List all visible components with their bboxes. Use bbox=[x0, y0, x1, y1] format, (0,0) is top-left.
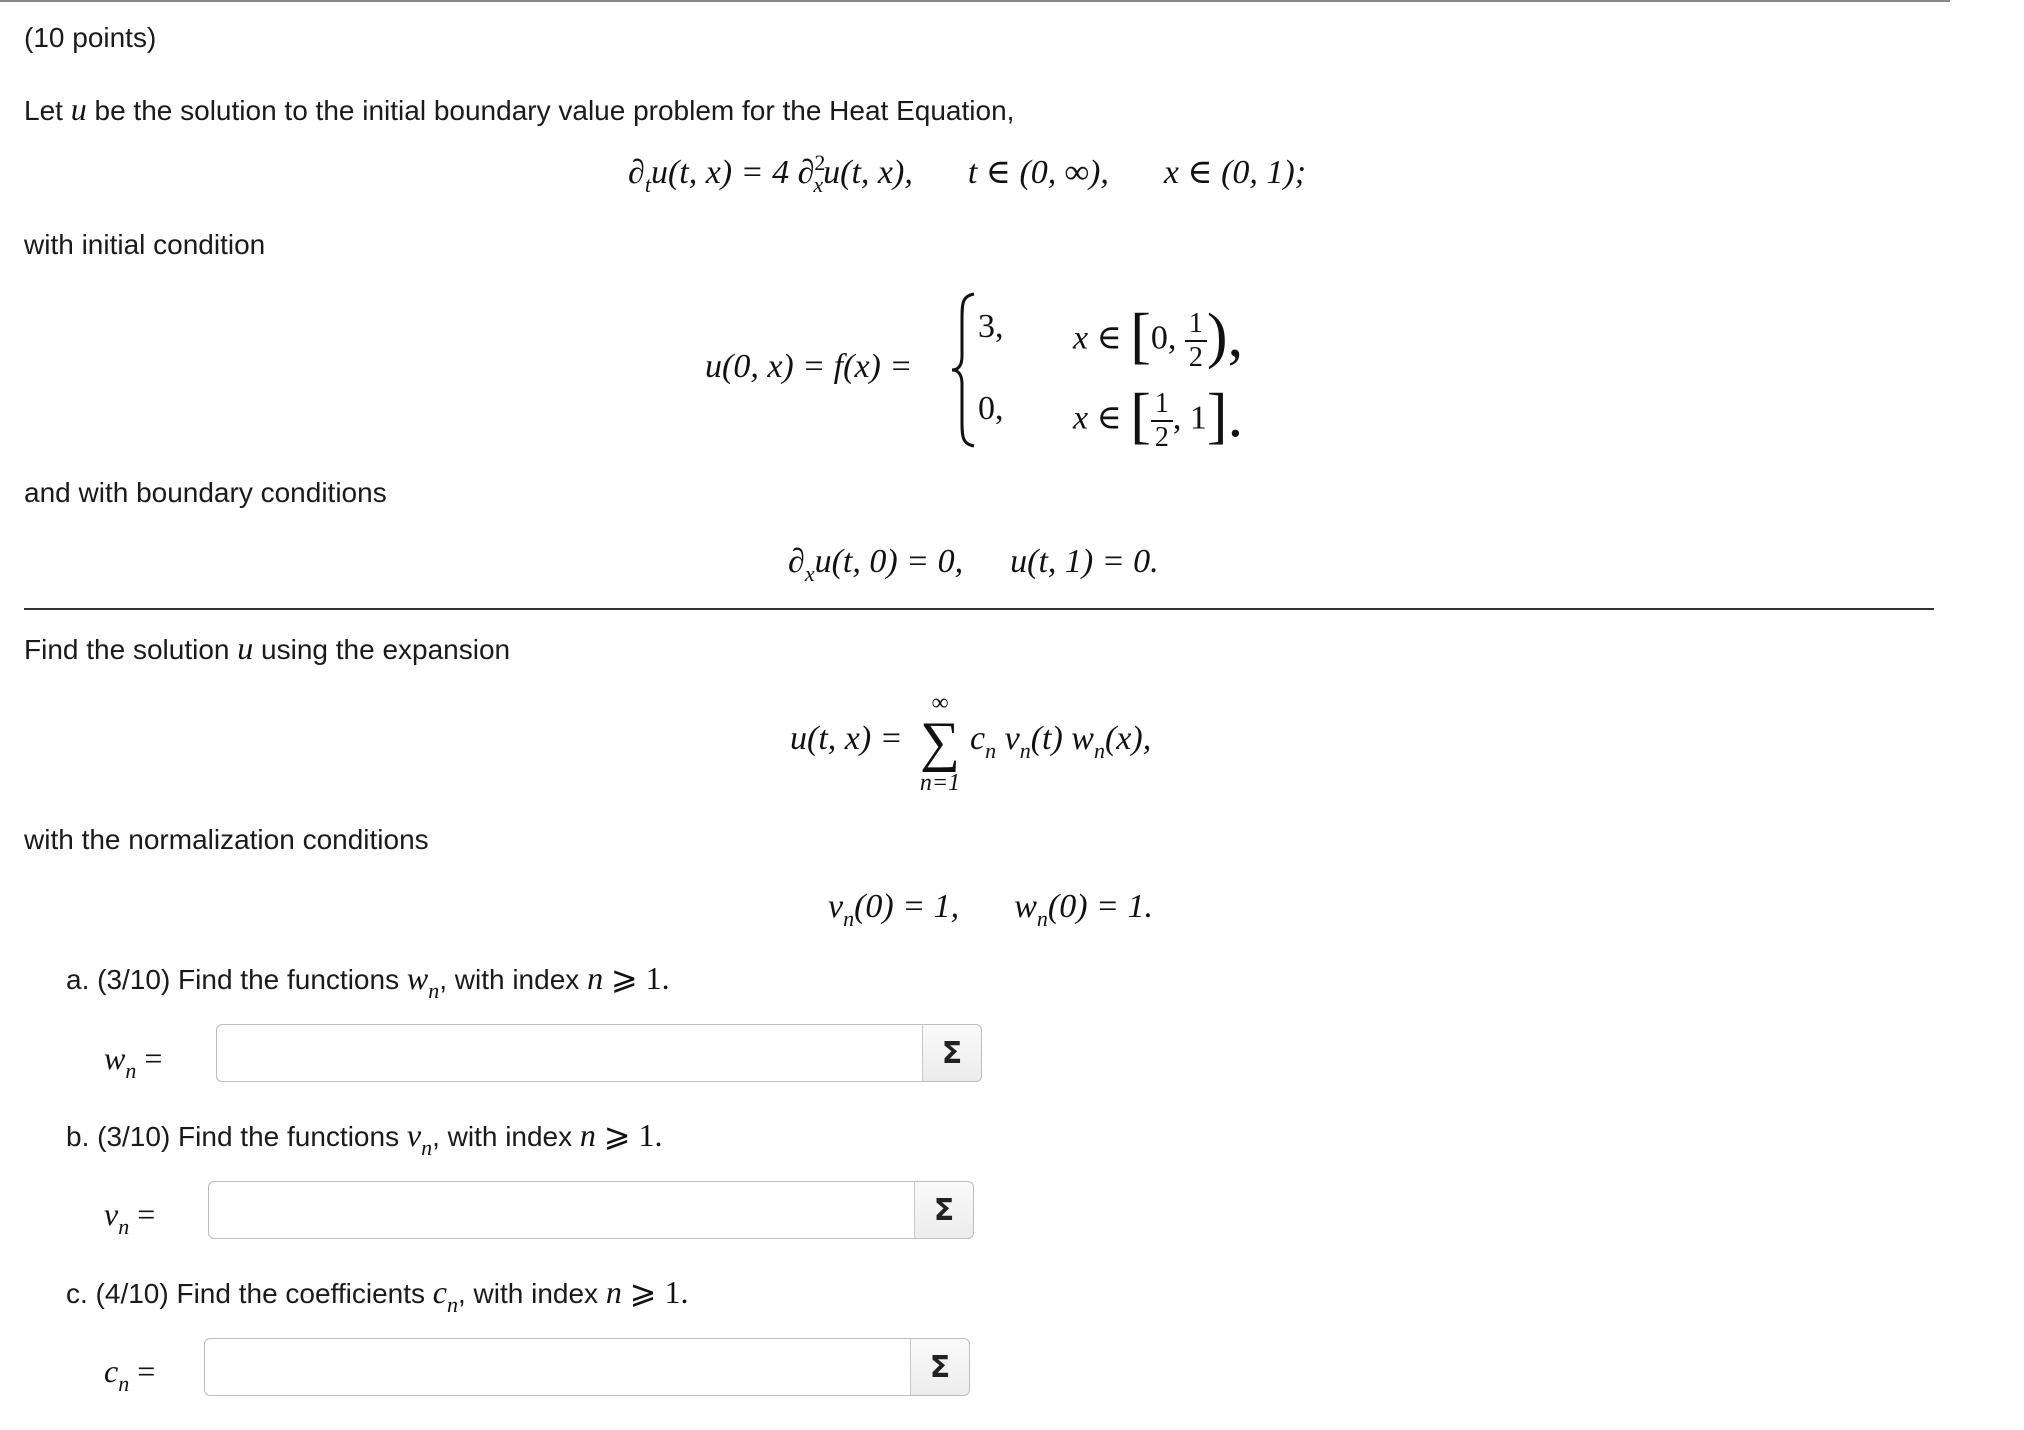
sum-upper-limit: ∞ bbox=[931, 690, 949, 716]
sigma-button-a[interactable]: Σ bbox=[922, 1024, 982, 1082]
find-solution-text: Find the solution u using the expansion bbox=[24, 630, 511, 666]
part-b-prompt: b. (3/10) Find the functions $v_n$, with index n ⩾ 1. bbox=[66, 1117, 663, 1160]
part-c-prompt: c. (4/10) Find the coefficients $c_n$, with index n ⩾ 1. bbox=[66, 1274, 689, 1317]
boundary-conditions: $\partial_xu(t$, 0) = 0, u(t, 1) = 0. bbox=[788, 543, 1159, 586]
boundary-condition-label: and with boundary conditions bbox=[24, 477, 387, 508]
sigma-button-b[interactable]: Σ bbox=[914, 1181, 974, 1239]
w-n-input[interactable] bbox=[216, 1024, 924, 1082]
left-brace bbox=[950, 290, 980, 450]
initial-condition-label: with initial condition bbox=[24, 229, 266, 260]
part-c-answer-label: $c_n$ = bbox=[104, 1353, 156, 1396]
expansion-lhs: u(t, x) = bbox=[790, 720, 903, 757]
points-header: (10 points) bbox=[24, 22, 157, 53]
sigma-button-c[interactable]: Σ bbox=[910, 1338, 970, 1396]
sum-lower-limit: n=1 bbox=[919, 770, 961, 796]
intro-text: Let u be the solution to the initial boundary value problem for the Heat Equation, bbox=[24, 91, 1015, 127]
c-n-input[interactable] bbox=[204, 1338, 912, 1396]
sum-symbol: ∑ bbox=[920, 711, 960, 773]
case1-value: 3, bbox=[978, 308, 1004, 345]
normalization-label: with the normalization conditions bbox=[24, 824, 429, 855]
part-b-answer-label: $v_n$ = bbox=[104, 1196, 156, 1239]
section-divider bbox=[24, 608, 1934, 610]
v-n-input[interactable] bbox=[208, 1181, 916, 1239]
case2-condition: x ∈ [ $\frac{1}{2}$ , 1]. bbox=[1073, 382, 1244, 453]
normalization-conditions: $v_n(0) = 1$, $w_n(0) = 1$. bbox=[828, 888, 1153, 931]
case1-condition: x ∈ [0, $\frac{1}{2}$ ), bbox=[1073, 302, 1244, 373]
heat-equation: $\partial_tu(t$, x) = 4 ∂$^2_x$u(t, x), t ∈ (0, ∞), x ∈ (0, 1); bbox=[628, 150, 1307, 197]
case2-value: 0, bbox=[978, 390, 1004, 427]
top-divider bbox=[0, 0, 1950, 2]
part-a-prompt: a. (3/10) Find the functions $w_n$, with index n ⩾ 1. bbox=[66, 960, 670, 1003]
initial-condition-lhs: u(0, x) = f(x) = bbox=[705, 348, 913, 385]
expansion-rhs: $c_n$ $v_n(t)$ $w_n(x)$, bbox=[970, 720, 1152, 763]
part-a-answer-label: $w_n$ = bbox=[104, 1040, 163, 1083]
